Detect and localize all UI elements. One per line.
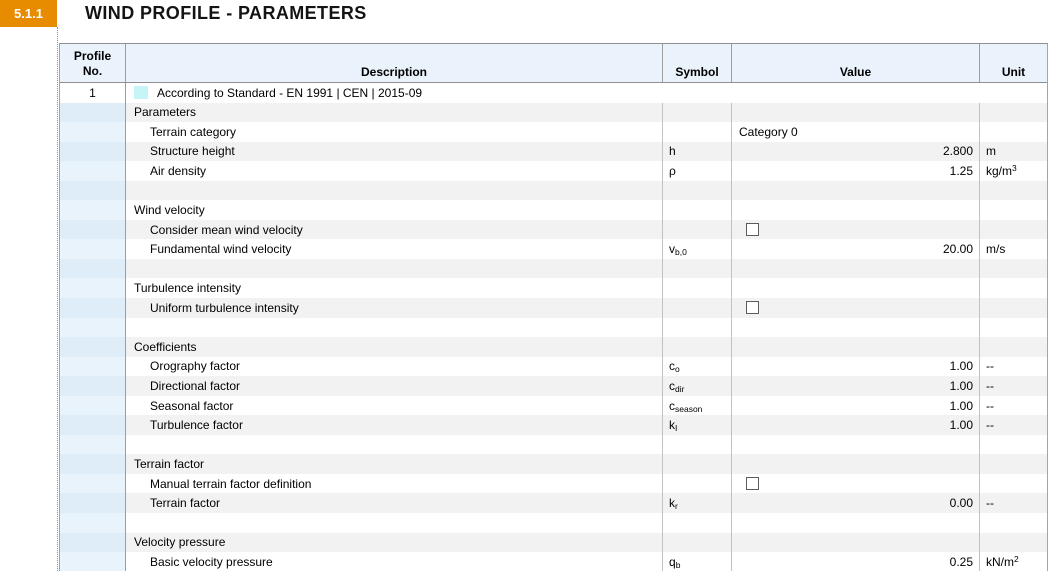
cell-symbol [663, 220, 732, 240]
checkbox-unchecked[interactable] [746, 477, 759, 490]
cell-profile-no [60, 239, 126, 259]
table-row [60, 200, 1047, 220]
cell-value: 2.800 [732, 142, 980, 162]
cell-symbol: k $_I$ [663, 415, 732, 435]
cell-symbol [663, 181, 732, 201]
cell-symbol: ρ [663, 161, 732, 181]
cell-value [732, 298, 980, 318]
table-row [60, 83, 1047, 103]
cell-value: 0.00 [732, 493, 980, 513]
table-row [60, 396, 1047, 416]
cell-value: 1.00 [732, 357, 980, 377]
cell-value: 1.00 [732, 376, 980, 396]
cell-profile-no [60, 396, 126, 416]
table-row [60, 122, 1047, 142]
column-header-unit: Unit [1001, 65, 1026, 79]
cell-value [732, 474, 980, 494]
cell-unit: -- [986, 418, 994, 433]
cell-symbol [663, 533, 732, 553]
cell-unit [980, 513, 1047, 533]
cell-unit [980, 474, 1047, 494]
cell-profile-no [60, 181, 126, 201]
cell-profile-no [60, 200, 126, 220]
table-row [60, 454, 1047, 474]
column-header-profile-line1: Profile [73, 49, 112, 63]
table-row [60, 239, 1047, 259]
table-row [60, 533, 1047, 553]
cell-value [732, 337, 980, 357]
cell-symbol [663, 122, 732, 142]
table-header-row [60, 44, 1047, 83]
cell-symbol: c $_{dir}$ [663, 376, 732, 396]
cell-value [732, 181, 980, 201]
cell-symbol [663, 259, 732, 279]
checkbox-unchecked[interactable] [746, 223, 759, 236]
cell-unit: kg/m $^3$ [986, 162, 1017, 178]
table-body [60, 83, 1047, 571]
cell-value [732, 318, 980, 338]
cell-profile-no [60, 357, 126, 377]
cell-standard-description [126, 83, 1047, 103]
cell-unit: -- [986, 378, 994, 393]
cell-symbol [663, 337, 732, 357]
cell-value [732, 533, 980, 553]
cell-profile-no [60, 454, 126, 474]
cell-symbol [663, 513, 732, 533]
cell-value: 0.25 [732, 552, 980, 571]
cell-profile-no [60, 142, 126, 162]
cell-symbol [663, 103, 732, 123]
column-header-value: Value [732, 44, 980, 82]
table-row [60, 415, 1047, 435]
cell-description: Terrain category [126, 122, 663, 142]
cell-profile-no [60, 474, 126, 494]
cell-group-description: Parameters [126, 103, 663, 123]
cell-profile-no [60, 220, 126, 240]
cell-value: Category 0 [732, 122, 980, 142]
cell-description: Basic velocity pressure [126, 552, 663, 571]
cell-symbol: h [663, 142, 732, 162]
cell-profile-no [60, 415, 126, 435]
cell-description: Uniform turbulence intensity [126, 298, 663, 318]
cell-value: 20.00 [732, 239, 980, 259]
page-margin-dotted-line [57, 27, 58, 571]
cell-value [732, 103, 980, 123]
cell-description: Directional factor [126, 376, 663, 396]
table-row [60, 161, 1047, 181]
cell-value [732, 220, 980, 240]
cell-symbol: c $_o$ [663, 357, 732, 377]
table-row-empty [60, 318, 1047, 338]
cell-profile-no [60, 122, 126, 142]
table-row [60, 376, 1047, 396]
cell-description [126, 318, 663, 338]
cell-profile-no [60, 259, 126, 279]
cell-unit [980, 337, 1047, 357]
table-row-empty [60, 181, 1047, 201]
cell-symbol [663, 435, 732, 455]
table-row [60, 220, 1047, 240]
cell-unit [980, 200, 1047, 220]
table-row [60, 298, 1047, 318]
cell-symbol [663, 278, 732, 298]
table-row [60, 142, 1047, 162]
cell-value: 1.00 [732, 415, 980, 435]
cell-group-description: Terrain factor [126, 454, 663, 474]
cell-description: Seasonal factor [126, 396, 663, 416]
cell-description: Terrain factor [126, 493, 663, 513]
cell-symbol [663, 318, 732, 338]
cell-symbol [663, 474, 732, 494]
table-row-empty [60, 435, 1047, 455]
cell-profile-no [60, 298, 126, 318]
cell-unit [980, 454, 1047, 474]
table-row-empty [60, 259, 1047, 279]
cell-symbol: c $_{season}$ [663, 396, 732, 416]
checkbox-unchecked[interactable] [746, 301, 759, 314]
cell-value [732, 454, 980, 474]
table-row [60, 493, 1047, 513]
cell-description: Air density [126, 161, 663, 181]
cell-unit [980, 298, 1047, 318]
standard-description-text: According to Standard - EN 1991 | CEN | 2015-09 [157, 85, 423, 100]
column-header-description: Description [126, 44, 663, 82]
cell-value [732, 435, 980, 455]
cell-description [126, 259, 663, 279]
table-row [60, 357, 1047, 377]
cell-unit: m/s [986, 242, 1006, 257]
cell-unit [980, 220, 1047, 240]
cell-value: 1.25 [732, 161, 980, 181]
table-row [60, 103, 1047, 123]
cell-description [126, 435, 663, 455]
cell-group-description: Velocity pressure [126, 533, 663, 553]
cell-unit: -- [986, 359, 994, 374]
cell-unit [980, 533, 1047, 553]
cell-profile-no [60, 552, 126, 571]
cell-unit [980, 278, 1047, 298]
cell-value [732, 259, 980, 279]
cell-unit [980, 259, 1047, 279]
cell-profile-no [60, 161, 126, 181]
cell-description: Consider mean wind velocity [126, 220, 663, 240]
cell-description: Fundamental wind velocity [126, 239, 663, 259]
cell-symbol [663, 298, 732, 318]
table-row [60, 474, 1047, 494]
cell-profile-no [60, 337, 126, 357]
cell-profile-no [60, 533, 126, 553]
cell-unit [980, 435, 1047, 455]
cell-symbol: q $_b$ [663, 552, 732, 571]
cell-group-description: Coefficients [126, 337, 663, 357]
cell-unit [980, 103, 1047, 123]
cell-unit: -- [986, 496, 994, 511]
cell-description: Manual terrain factor definition [126, 474, 663, 494]
cell-profile-no [60, 103, 126, 123]
wind-profile-parameters-table [59, 43, 1048, 571]
table-row [60, 552, 1047, 571]
cell-description [126, 513, 663, 533]
cell-profile-no: 1 [60, 83, 126, 103]
cell-unit [980, 181, 1047, 201]
table-row-empty [60, 513, 1047, 533]
cell-description [126, 181, 663, 201]
cell-profile-no [60, 376, 126, 396]
cell-unit: -- [986, 398, 994, 413]
column-header-profile-line2: No. [82, 64, 103, 78]
cell-unit: kN/m $^2$ [986, 553, 1019, 569]
cell-unit [980, 122, 1047, 142]
cell-value [732, 200, 980, 220]
cell-value [732, 513, 980, 533]
cell-profile-no [60, 318, 126, 338]
cell-description: Turbulence factor [126, 415, 663, 435]
cell-profile-no [60, 493, 126, 513]
profile-color-swatch-icon [134, 86, 148, 99]
page-title: WIND PROFILE - PARAMETERS [85, 3, 367, 23]
table-row [60, 337, 1047, 357]
cell-group-description: Wind velocity [126, 200, 663, 220]
cell-description: Orography factor [126, 357, 663, 377]
cell-profile-no [60, 435, 126, 455]
cell-symbol: v $_{b,0}$ [663, 239, 732, 259]
cell-symbol: k $_r$ [663, 493, 732, 513]
section-number-badge: 5.1.1 [0, 0, 57, 27]
cell-description: Structure height [126, 142, 663, 162]
cell-unit [980, 318, 1047, 338]
cell-symbol [663, 200, 732, 220]
cell-value [732, 278, 980, 298]
cell-unit: m [986, 144, 996, 159]
column-header-symbol: Symbol [663, 44, 732, 82]
cell-profile-no [60, 278, 126, 298]
cell-group-description: Turbulence intensity [126, 278, 663, 298]
table-row [60, 278, 1047, 298]
cell-value: 1.00 [732, 396, 980, 416]
cell-symbol [663, 454, 732, 474]
cell-profile-no [60, 513, 126, 533]
column-header-profile-no [60, 44, 126, 82]
